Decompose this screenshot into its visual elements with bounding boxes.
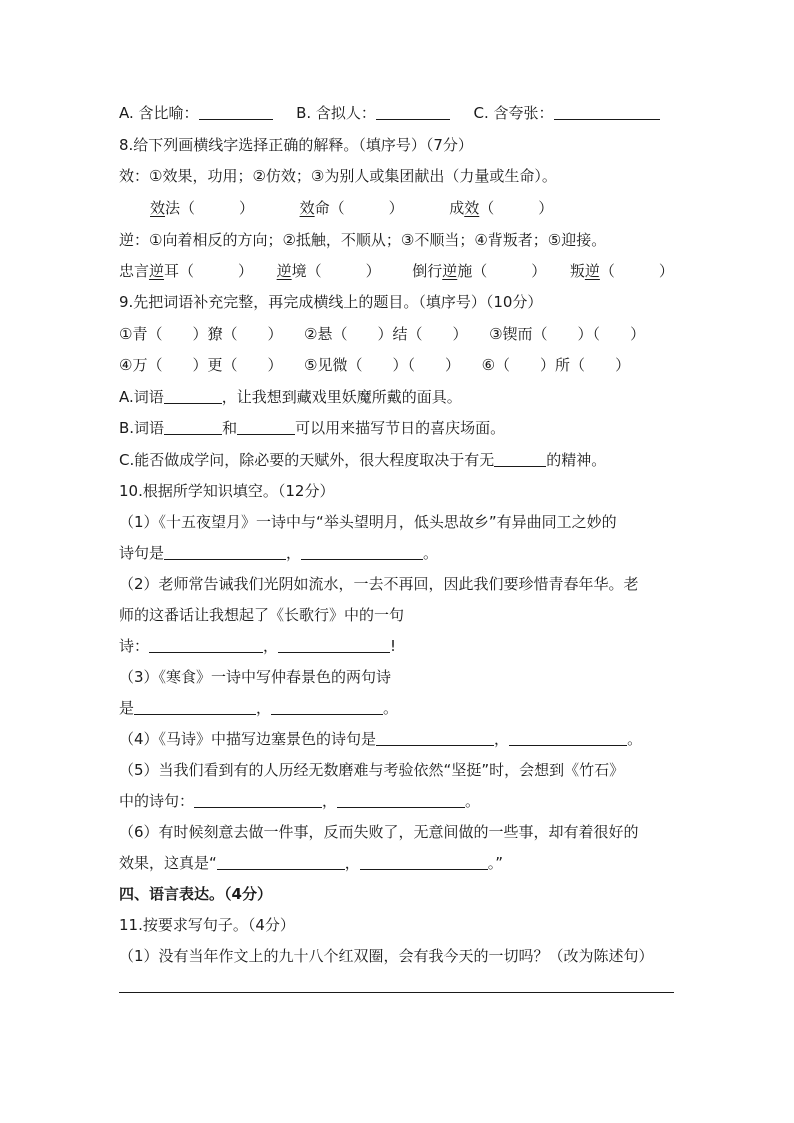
q10-6-prompt: （6）有时候刻意去做一件事，反而失败了，无意间做的一些事，却有着很好的 — [119, 823, 639, 841]
q9-blank-b2[interactable] — [237, 420, 295, 435]
q9-idioms-row-1: ①青（ ）獠（ ） ②悬（ ）结（ ） ③锲而（ ）（ ） — [119, 325, 646, 343]
q7-blank-b[interactable] — [376, 105, 450, 120]
q9-idioms-row-2: ④万（ ）更（ ） ⑤见微（ ）（ ） ⑥（ ）所（ ） — [119, 356, 631, 374]
q9-part-a: A.词语 ，让我想到藏戏里妖魔所戴的面具。 — [119, 388, 462, 406]
q10-6-blank-1[interactable] — [217, 855, 345, 870]
q10-1-answer: 诗句是 ， 。 — [119, 544, 439, 562]
q10-3-answer: 是 ， 。 — [119, 699, 399, 717]
q10-1-blank-1[interactable] — [164, 545, 286, 560]
q10-5-prompt: （5）当我们看到有的人历经无数磨难与考验依然“坚挺”时，会想到《竹石》 — [119, 761, 625, 779]
q11-1-answer-line[interactable] — [119, 992, 674, 993]
q9-part-c: C.能否做成学问，除必要的天赋外，很大程度取决于有无 的精神。 — [119, 451, 607, 469]
q10-2-prompt-b: 师的这番话让我想起了《长歌行》中的一句 — [119, 606, 405, 624]
q7-options — [119, 103, 660, 123]
q10-3-blank-1[interactable] — [134, 700, 256, 715]
q10-3-prompt: （3）《寒食》一诗中写仲春景色的两句诗 — [119, 668, 392, 686]
q10-5-blank-1[interactable] — [194, 793, 322, 808]
q10-2-prompt-a: （2）老师常告诫我们光阴如流水，一去不再回，因此我们要珍惜青春年华。老 — [119, 575, 639, 593]
q7-blank-a[interactable] — [199, 105, 273, 120]
q7-blank-c[interactable] — [554, 105, 660, 120]
q8-xiao-words: 效法（ ） 效命（ ） 成效（ ） — [150, 199, 554, 217]
q9-blank-c[interactable] — [494, 452, 546, 467]
q7-option-a: A. 含比喻： — [119, 104, 199, 122]
q10-4-blank-1[interactable] — [376, 731, 494, 746]
q8-title: 8.给下列画横线字选择正确的解释。（填序号）（7分） — [119, 136, 473, 154]
q10-4-blank-2[interactable] — [509, 731, 627, 746]
q7-option-c: C. 含夸张： — [473, 104, 554, 122]
q8-ni-words: 忠言逆耳（ ） 逆境（ ） 倒行逆施（ ） 叛逆（ ） — [119, 262, 674, 280]
q9-blank-a[interactable] — [164, 389, 222, 404]
q10-title: 10.根据所学知识填空。（12分） — [119, 482, 335, 500]
q9-title: 9.先把词语补充完整，再完成横线上的题目。（填序号）（10分） — [119, 293, 543, 311]
q10-5-blank-2[interactable] — [337, 793, 465, 808]
section-4-heading: 四、语言表达。（4分） — [119, 885, 272, 903]
q10-2-blank-2[interactable] — [278, 638, 390, 653]
q7-option-b: B. 含拟人： — [296, 104, 376, 122]
q10-2-blank-1[interactable] — [149, 638, 263, 653]
q8-ni-definitions: 逆：①向着相反的方向；②抵触，不顺从；③不顺当；④背叛者；⑤迎接。 — [119, 231, 607, 249]
q9-blank-b1[interactable] — [164, 420, 222, 435]
q11-title: 11.按要求写句子。（4分） — [119, 916, 295, 934]
q10-3-blank-2[interactable] — [271, 700, 383, 715]
q8-xiao-definitions: 效：①效果，功用；②仿效；③为别人或集团献出（力量或生命）。 — [119, 167, 557, 185]
q10-6-blank-2[interactable] — [360, 855, 488, 870]
q11-1-prompt: （1）没有当年作文上的九十八个红双圈，会有我今天的一切吗？（改为陈述句） — [119, 947, 654, 965]
q10-1-blank-2[interactable] — [301, 545, 423, 560]
q10-4: （4）《马诗》中描写边塞景色的诗句是 ， 。 — [119, 730, 643, 748]
q9-part-b: B.词语 和 可以用来描写节日的喜庆场面。 — [119, 419, 506, 437]
q10-1-prompt: （1）《十五夜望月》一诗中与“举头望明月，低头思故乡”有异曲同工之妙的 — [119, 513, 617, 531]
q10-5-answer: 中的诗句： ， 。 — [119, 792, 481, 810]
q10-6-answer: 效果，这真是“ ， 。” — [119, 854, 504, 872]
q10-2-answer: 诗： ， ! — [119, 637, 397, 655]
